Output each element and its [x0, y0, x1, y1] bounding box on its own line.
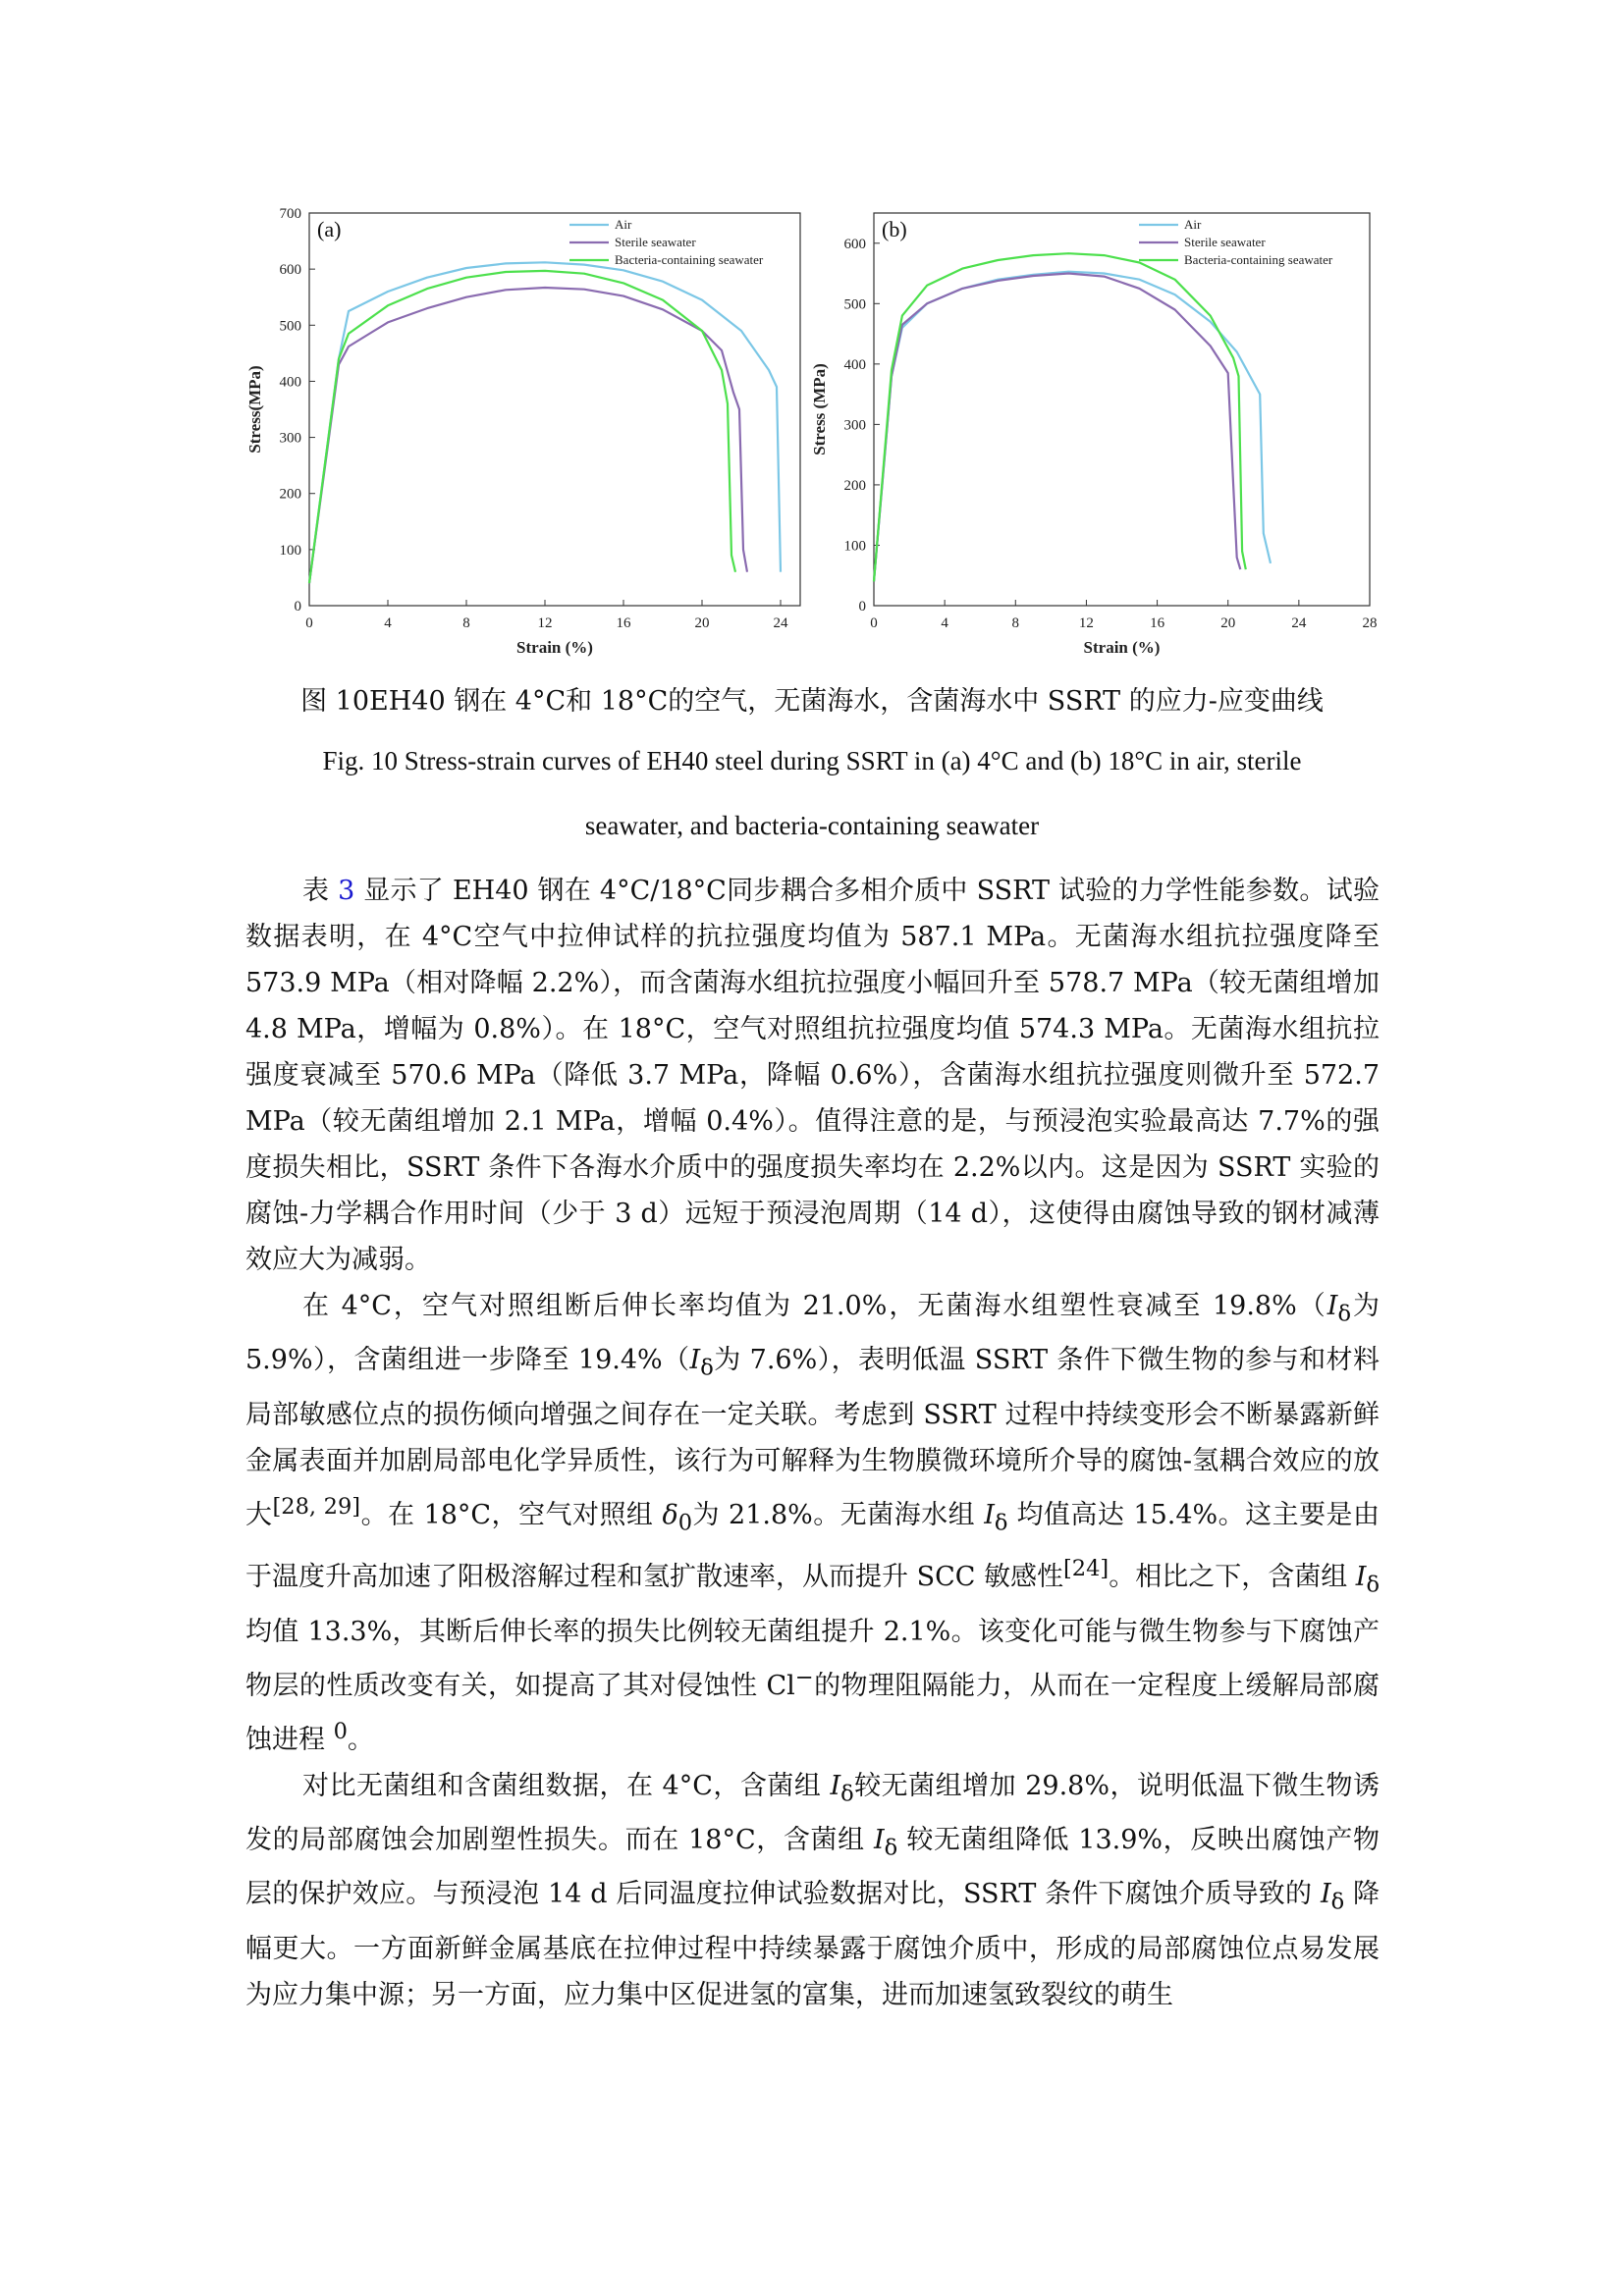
p2-text: 为 5.9%），含菌组进一步降至 19.4%（ — [245, 1291, 1380, 1376]
y-tick-label: 200 — [279, 486, 301, 503]
symbol-sub: δ — [1330, 1889, 1345, 1915]
legend-entry: Air — [1184, 217, 1202, 232]
y-tick-label: 300 — [279, 430, 301, 447]
p3-text: 较无菌组增加 29.8%，说明低温下微生物诱发的局部腐蚀会加剧塑性损失。而在 18°C，含菌组 — [245, 1770, 1380, 1855]
symbol-I: I — [984, 1499, 995, 1530]
y-tick-label: 400 — [279, 374, 301, 391]
y-tick-label: 400 — [843, 356, 866, 373]
symbol-I: I — [873, 1824, 885, 1855]
symbol-sub: 0 — [677, 1510, 693, 1536]
paragraph-3 — [245, 1763, 1380, 2018]
y-axis-label: Stress (MPa) — [810, 363, 829, 455]
symbol-sub: δ — [994, 1510, 1008, 1536]
y-axis-label: Stress(MPa) — [245, 365, 264, 454]
p2-text: 的物理阻隔能力，从而在一定程度上缓解局部腐蚀进程 — [245, 1670, 1380, 1755]
symbol-sub: δ — [700, 1355, 714, 1381]
figure-caption-en-line2: seawater, and bacteria-containing seawater — [584, 811, 1040, 840]
symbol-sub: δ — [1337, 1301, 1351, 1327]
symbol-sub: δ — [884, 1835, 898, 1861]
x-tick-label: 8 — [1011, 615, 1020, 631]
series-line-2 — [874, 274, 1240, 582]
citation-28-29[interactable]: [28, 29] — [272, 1493, 361, 1520]
legend-entry: Sterile seawater — [615, 235, 696, 249]
p2-text: 。 — [347, 1724, 374, 1755]
y-tick-label: 0 — [858, 599, 866, 614]
legend-entry: Bacteria-containing seawater — [615, 252, 764, 267]
p2-text: 为 7.6%），表明低温 SSRT 条件下微生物的参与和材料局部敏感位点的损伤倾向增强之间存在一定关联。考虑到 SSRT 过程中持续变形会不断暴露新鲜金属表面并加剧局部电化学异质性，该行为可解释为生物膜微环境所介导的腐蚀-氢耦合效应的放大 — [245, 1345, 1380, 1530]
paragraph-1 — [245, 868, 1380, 1283]
series-line-3 — [309, 271, 735, 583]
legend-entry: Air — [615, 217, 632, 232]
x-tick-label: 20 — [694, 615, 710, 631]
y-tick-label: 200 — [843, 477, 866, 494]
symbol-sub: δ — [840, 1780, 854, 1806]
symbol-I: I — [830, 1770, 841, 1801]
panel-label: (b) — [882, 217, 907, 241]
paragraph-2 — [245, 1283, 1380, 1763]
y-tick-label: 100 — [279, 542, 301, 559]
x-tick-label: 12 — [537, 615, 553, 631]
y-tick-label: 700 — [279, 206, 301, 222]
x-tick-label: 4 — [941, 615, 948, 631]
y-tick-label: 0 — [294, 599, 301, 614]
y-tick-label: 500 — [843, 296, 866, 313]
x-tick-label: 24 — [1291, 615, 1307, 631]
chart-panel-b — [810, 213, 1378, 657]
p2-text: 均值 13.3%，其断后伸长率的损失比例较无菌组提升 2.1%。该变化可能与微生物参与下腐蚀产物层的性质改变有关，如提高了其对侵蚀性 Cl — [245, 1616, 1380, 1701]
x-axis-label: Strain (%) — [1083, 638, 1161, 657]
p2-text: 。相比之下，含菌组 — [1109, 1562, 1356, 1593]
body-text — [245, 868, 1380, 2018]
p3-text: 较无菌组降低 13.9%，反映出腐蚀产物层的保护效应。与预浸泡 14 d 后同温度拉伸试验数据对比，SSRT 条件下腐蚀介质导致的 — [245, 1824, 1380, 1910]
y-tick-label: 600 — [843, 236, 866, 252]
p3-text: 降幅更大。一方面新鲜金属基底在拉伸过程中持续暴露于腐蚀介质中，形成的局部腐蚀位点易发展为应力集中源；另一方面，应力集中区促进氢的富集，进而加速氢致裂纹的萌生 — [245, 1879, 1380, 2010]
x-tick-label: 0 — [305, 615, 313, 631]
panel-label: (a) — [317, 217, 342, 241]
x-tick-label: 28 — [1362, 615, 1378, 631]
chart-panel-a — [245, 206, 800, 657]
symbol-sub: δ — [1366, 1572, 1380, 1598]
symbol-I: I — [689, 1345, 701, 1376]
p2-text: 在 4°C，空气对照组断后伸长率均值为 21.0%，无菌海水组塑性衰减至 19.8%（ — [302, 1291, 1327, 1321]
p3-text: 对比无菌组和含菌组数据，在 4°C，含菌组 — [302, 1770, 831, 1801]
figure-10 — [245, 191, 1378, 676]
figure-svg — [245, 191, 1378, 672]
p2-text: 为 21.8%。无菌海水组 — [692, 1499, 985, 1530]
figure-caption-cn: 图 10EH40 钢在 4°C和 18°C的空气，无菌海水，含菌海水中 SSRT 的应力-应变曲线 — [300, 686, 1324, 717]
y-tick-label: 500 — [279, 318, 301, 335]
plot-frame — [874, 213, 1370, 606]
table-ref-link[interactable]: 3 — [338, 876, 355, 906]
legend-entry: Bacteria-containing seawater — [1184, 252, 1333, 267]
citation-24[interactable]: [24] — [1063, 1556, 1110, 1582]
y-tick-label: 600 — [279, 262, 301, 279]
x-tick-label: 4 — [384, 615, 392, 631]
symbol-delta: δ — [662, 1499, 678, 1530]
x-tick-label: 20 — [1220, 615, 1236, 631]
x-tick-label: 12 — [1078, 615, 1094, 631]
legend-entry: Sterile seawater — [1184, 235, 1266, 249]
x-tick-label: 8 — [462, 615, 470, 631]
symbol-I: I — [1355, 1562, 1367, 1593]
symbol-I: I — [1326, 1291, 1338, 1321]
y-tick-label: 100 — [843, 538, 866, 555]
x-tick-label: 16 — [616, 615, 631, 631]
p1-text: 显示了 EH40 钢在 4°C/18°C同步耦合多相介质中 SSRT 试验的力学性能参数。试验数据表明，在 4°C空气中拉伸试样的抗拉强度均值为 587.1 MPa。无菌海水组抗拉强度降至 573.9 MPa（相对降幅 2.2%），而含菌海水组抗拉强度小幅回升至 578.7 MPa（较无菌组增加 4.8 MPa，增幅为 0.8%）。在 18°C，空气对照组抗拉强度均值 574.3 MPa。无菌海水组抗拉强度衰减至 570.6 MPa（降低 3.7 MPa，降幅 0.6%），含菌海水组抗拉强度则微升至 572.7 MPa（较无菌组增加 2.1 MPa，增幅 0.4%）。值得注意的是，与预浸泡实验最高达 7.7%的强度损失相比，SSRT 条件下各海水介质中的强度损失率均在 2.2%以内。这是因为 SSRT 实验的腐蚀-力学耦合作用时间（少于 3 d）远短于预浸泡周期（14 d），这使得由腐蚀导致的钢材减薄效应大为减弱。 — [245, 876, 1380, 1275]
x-tick-label: 16 — [1150, 615, 1165, 631]
y-tick-label: 300 — [843, 417, 866, 434]
p1-text: 表 — [302, 876, 339, 906]
x-axis-label: Strain (%) — [516, 638, 593, 657]
symbol-I: I — [1320, 1879, 1331, 1910]
citation-0[interactable]: 0 — [333, 1718, 348, 1744]
x-tick-label: 0 — [870, 615, 878, 631]
superscript-minus: − — [794, 1664, 814, 1690]
x-tick-label: 24 — [773, 615, 788, 631]
p2-text: 。在 18°C，空气对照组 — [360, 1499, 663, 1530]
figure-caption-en-line1: Fig. 10 Stress-strain curves of EH40 steel during SSRT in (a) 4°C and (b) 18°C in air, sterile — [322, 746, 1302, 775]
series-line-2 — [309, 288, 747, 583]
p2-text: 均值高达 15.4%。这主要是由于温度升高加速了阳极溶解过程和氢扩散速率，从而提升 SCC 敏感性 — [245, 1499, 1380, 1593]
